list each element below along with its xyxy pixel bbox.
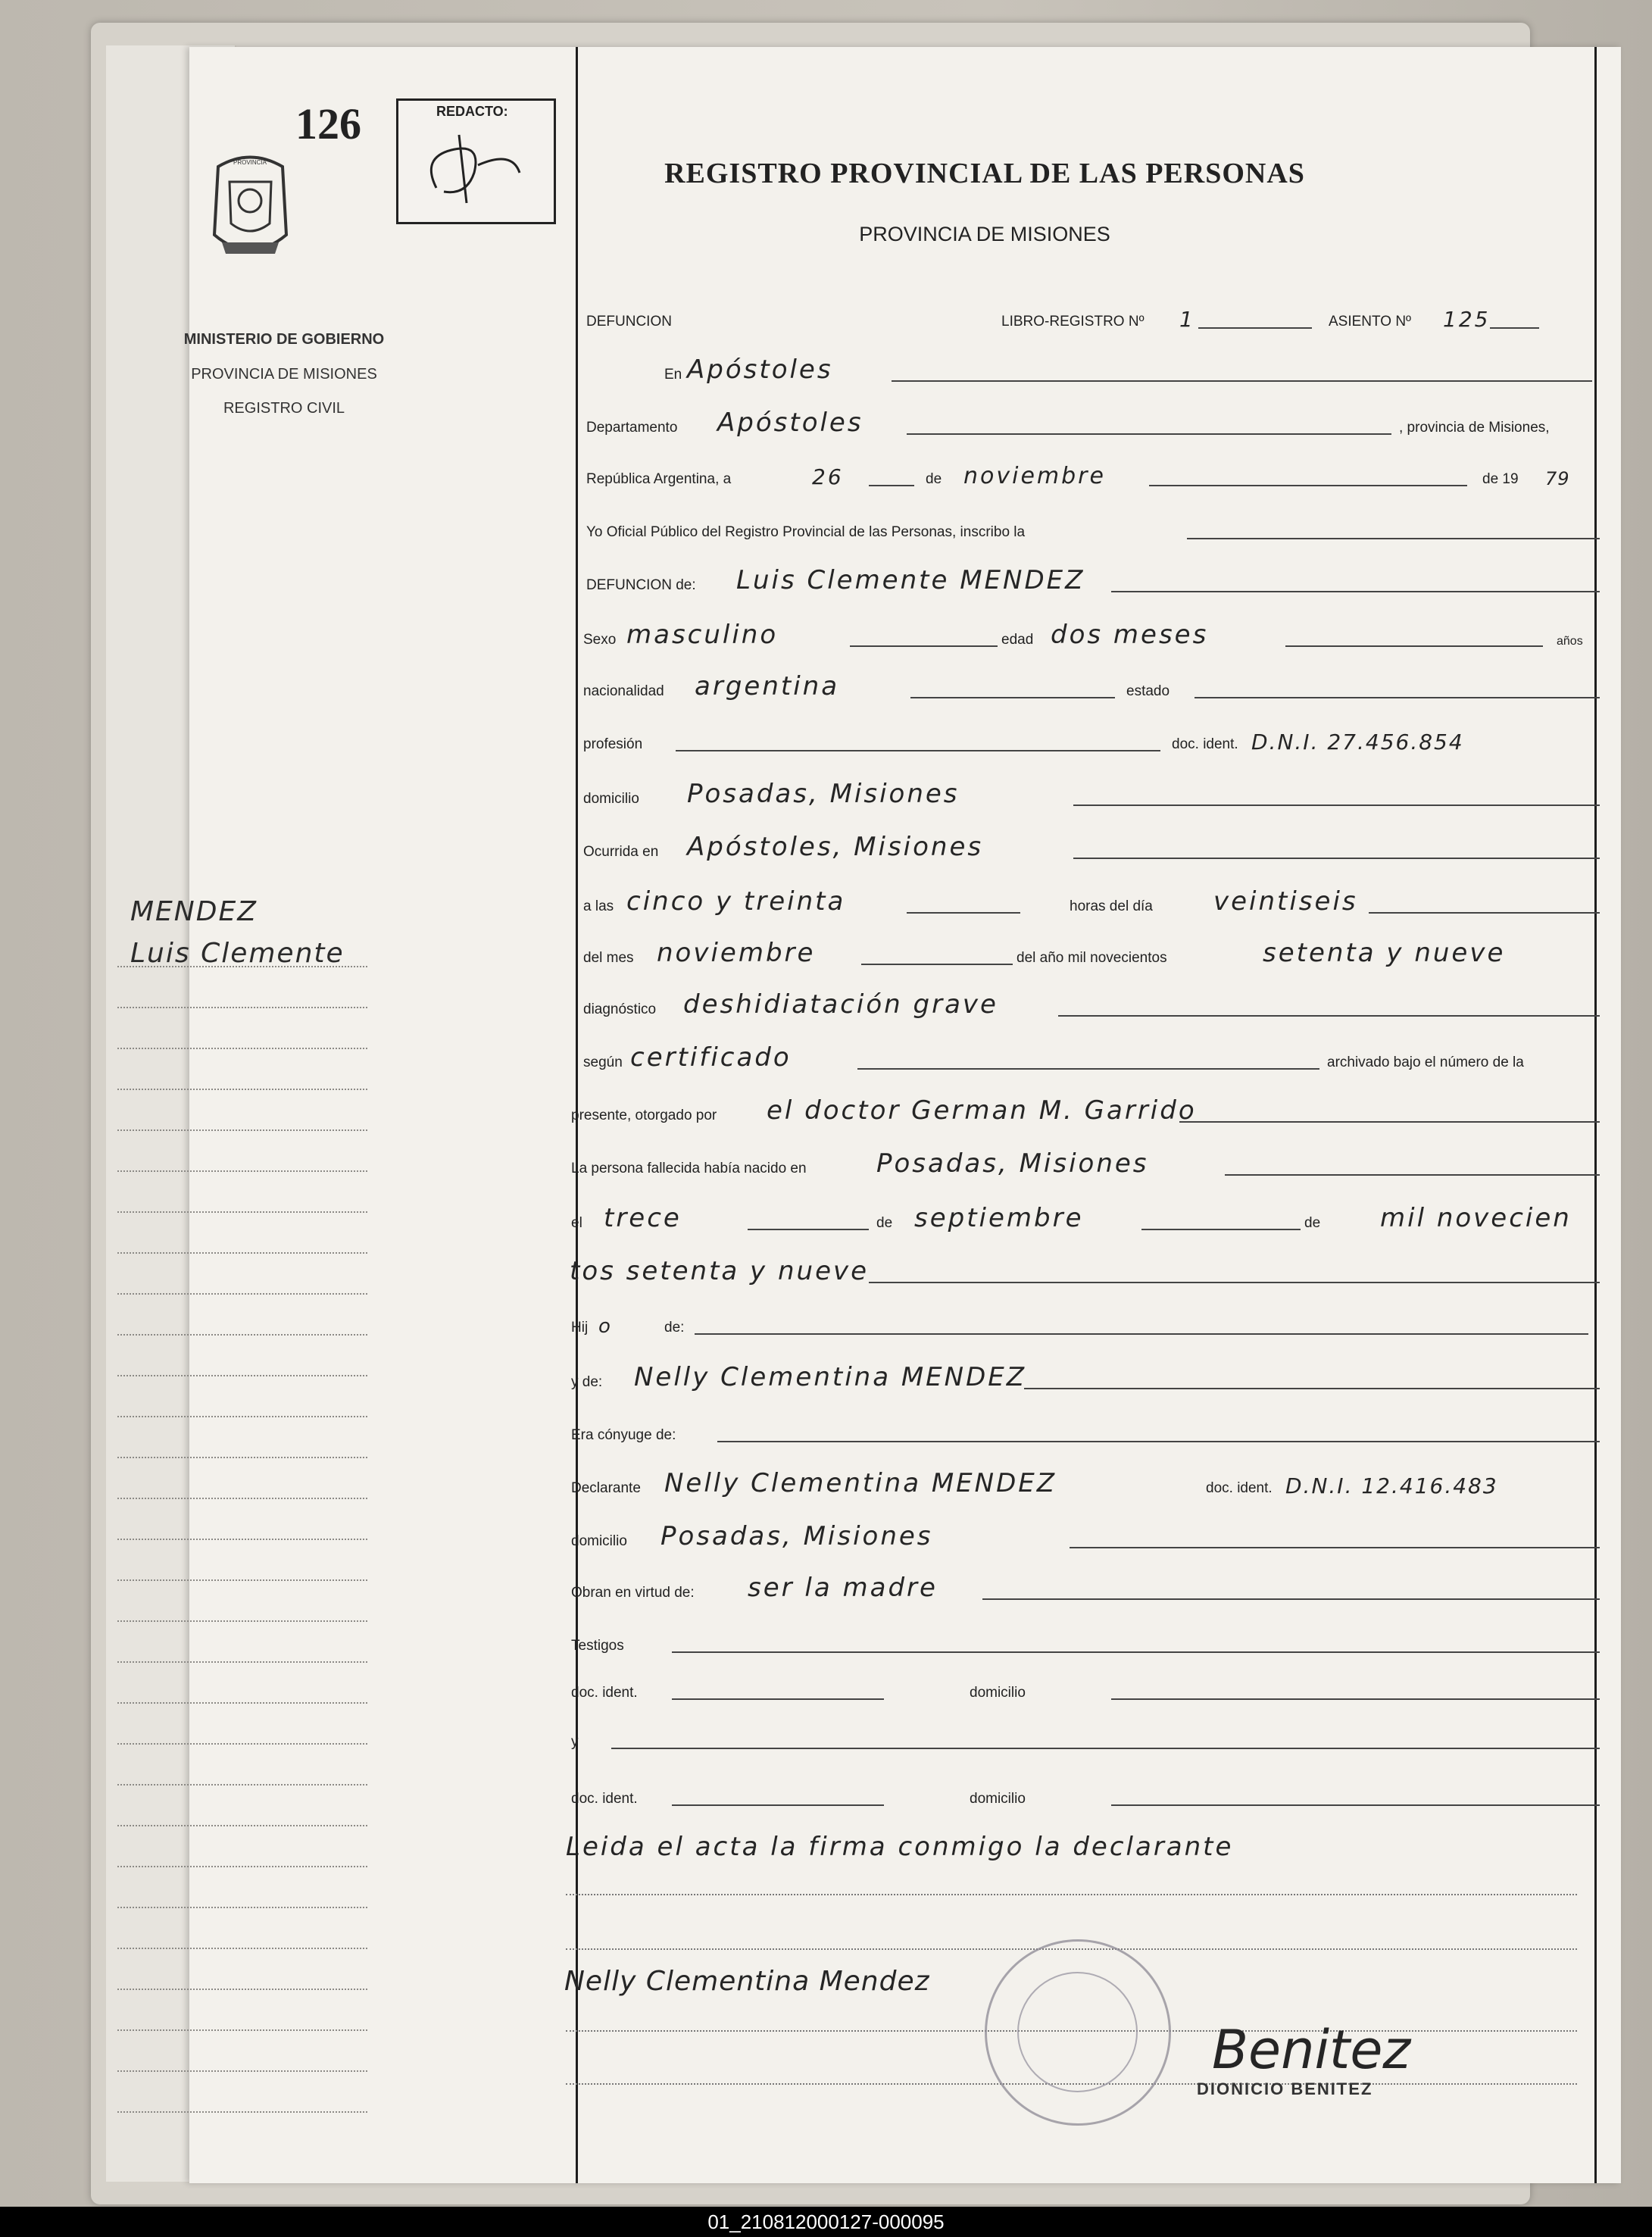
day-value: 26	[812, 464, 844, 489]
row-fecha-nacimiento	[384, 1204, 1596, 1235]
registry-label: REGISTRO CIVIL	[223, 400, 345, 417]
en-value: Apóstoles	[687, 355, 833, 385]
margin-line	[117, 1457, 367, 1458]
diagnostico-value: deshidiatación grave	[683, 989, 998, 1020]
margin-line	[117, 1170, 367, 1172]
row-en	[384, 356, 1596, 386]
official-signature: Benitez	[1212, 2019, 1411, 2081]
row-continuacion	[384, 1258, 1596, 1288]
margin-line	[117, 1498, 367, 1499]
margin-line	[117, 1089, 367, 1090]
row-mes	[384, 939, 1596, 970]
testigos-label: Testigos	[571, 1638, 624, 1654]
horas-label: horas del día	[1070, 898, 1153, 914]
margin-line	[117, 1989, 367, 1990]
act-type-label: DEFUNCION	[586, 314, 672, 330]
nacido-value: Posadas, Misiones	[876, 1148, 1149, 1179]
margin-line	[117, 1539, 367, 1540]
segun-value: certificado	[630, 1042, 792, 1073]
row-leida	[384, 1833, 1596, 1864]
domicilio2-value: Posadas, Misiones	[660, 1521, 933, 1551]
margin-line	[117, 2070, 367, 2072]
row-presente	[384, 1097, 1596, 1127]
republica-label: República Argentina, a	[586, 471, 732, 487]
ocurrida-value: Apóstoles, Misiones	[687, 832, 984, 862]
margin-line	[117, 1048, 367, 1049]
conyuge-label: Era cónyuge de:	[571, 1427, 676, 1443]
redacto-label: REDACTO:	[436, 104, 508, 119]
margin-line	[117, 1293, 367, 1295]
nacionalidad-value: argentina	[695, 671, 840, 701]
declarante-doc-label: doc. ident.	[1206, 1480, 1273, 1496]
document-title: REGISTRO PROVINCIAL DE LAS PERSONAS	[664, 158, 1305, 189]
margin-line	[117, 1007, 367, 1008]
asiento-label: ASIENTO Nº	[1329, 314, 1411, 330]
margin-line	[117, 1661, 367, 1663]
departamento-label: Departamento	[586, 420, 678, 436]
margin-line	[117, 1866, 367, 1867]
domicilio-value: Posadas, Misiones	[687, 779, 960, 809]
alas-value: cinco y treinta	[626, 886, 846, 917]
de2-value: septiembre	[914, 1203, 1084, 1233]
hijo-de-label: de:	[664, 1320, 685, 1336]
provincia-label: , provincia de Misiones,	[1399, 420, 1550, 436]
year-value: 79	[1545, 468, 1570, 489]
y-de-label: y de:	[571, 1374, 603, 1390]
libro-value: 1	[1179, 307, 1195, 332]
dom3-label: domicilio	[970, 1685, 1026, 1701]
declarante-signature: Nelly Clementina Mendez	[564, 1966, 930, 1997]
obran-value: ser la madre	[748, 1573, 938, 1603]
row-obran	[384, 1574, 1596, 1604]
estado-label: estado	[1126, 683, 1170, 699]
de3-value: mil novecien	[1380, 1203, 1572, 1233]
doc-label: doc. ident.	[1172, 736, 1238, 752]
obran-label: Obran en virtud de:	[571, 1585, 695, 1601]
domicilio2-label: domicilio	[571, 1533, 627, 1549]
segun-label: según	[583, 1054, 623, 1070]
margin-line	[117, 1211, 367, 1213]
row-domicilio-declarante	[384, 1523, 1596, 1553]
image-caption: 01_210812000127-000095	[707, 2210, 945, 2233]
alas-label: a las	[583, 898, 614, 914]
margin-line	[117, 1784, 367, 1786]
row-departamento	[384, 409, 1596, 439]
margin-line	[117, 2029, 367, 2031]
margin-line	[117, 1416, 367, 1417]
presente-label: presente, otorgado por	[571, 1108, 717, 1123]
row-conyuge	[384, 1417, 1596, 1447]
en-label: En	[664, 367, 682, 383]
row-testigos	[384, 1627, 1596, 1657]
presente-value: el doctor German M. Garrido	[767, 1095, 1197, 1126]
edad-value: dos meses	[1051, 620, 1209, 650]
row-nacido	[384, 1150, 1596, 1180]
departamento-value: Apóstoles	[717, 408, 863, 438]
nacido-label: La persona fallecida había nacido en	[571, 1161, 807, 1176]
row-y	[384, 1723, 1596, 1754]
row-diagnostico	[384, 991, 1596, 1021]
row-domicilio	[384, 780, 1596, 811]
anio-label: del año mil novecientos	[1016, 950, 1167, 966]
mes-value: noviembre	[657, 938, 816, 968]
document-subtitle: PROVINCIA DE MISIONES	[859, 223, 1110, 245]
el-label: el	[571, 1215, 582, 1231]
margin-line	[117, 1579, 367, 1581]
doc-value: D.N.I. 27.456.854	[1251, 730, 1464, 755]
row-nacionalidad	[384, 673, 1596, 703]
row-libro	[384, 303, 1596, 333]
anio-value: setenta y nueve	[1263, 938, 1506, 968]
diagnostico-label: diagnóstico	[583, 1001, 657, 1017]
margin-given-name: Luis Clemente	[130, 938, 345, 969]
row-fecha	[384, 461, 1596, 491]
row-hora	[384, 888, 1596, 918]
margin-line	[117, 1948, 367, 1949]
archivado-label: archivado bajo el número de la	[1327, 1054, 1524, 1070]
profesion-label: profesión	[583, 736, 643, 752]
margin-line	[117, 1129, 367, 1131]
margin-line	[117, 1825, 367, 1826]
province-label: PROVINCIA DE MISIONES	[191, 366, 377, 383]
de2-label: de	[876, 1215, 893, 1231]
row-defuncion-de	[384, 567, 1596, 597]
mes-label: del mes	[583, 950, 634, 966]
leida-value: Leida el acta la firma conmigo la declarante	[566, 1832, 1234, 1862]
margin-line	[117, 1907, 367, 1908]
row-doc-testigo-2	[384, 1780, 1596, 1811]
hijo-label: Hij	[571, 1320, 589, 1336]
edad-label: edad	[1001, 632, 1034, 648]
margin-line	[117, 1375, 367, 1376]
nacionalidad-label: nacionalidad	[583, 683, 664, 699]
margin-line	[117, 1702, 367, 1704]
defuncion-de-value: Luis Clemente MENDEZ	[736, 565, 1085, 595]
ministry-label: MINISTERIO DE GOBIERNO	[183, 331, 385, 348]
row-hijo	[384, 1309, 1596, 1339]
hijo-letter: o	[598, 1315, 613, 1338]
svg-text:PROVINCIA: PROVINCIA	[233, 159, 267, 166]
el-value: trece	[604, 1203, 682, 1233]
defuncion-de-label: DEFUNCION de:	[586, 577, 696, 593]
doc2-label: doc. ident.	[571, 1685, 638, 1701]
row-oficial	[384, 514, 1596, 544]
registry-seal-icon	[985, 1939, 1171, 2126]
margin-line	[117, 1334, 367, 1336]
sexo-value: masculino	[626, 620, 779, 650]
dom4-label: domicilio	[970, 1791, 1026, 1807]
margin-line	[117, 966, 367, 967]
row-profesion	[384, 726, 1596, 756]
margin-line	[117, 1743, 367, 1745]
de-year-label: de 19	[1482, 471, 1519, 487]
row-doc-testigo-1	[384, 1674, 1596, 1704]
row-ocurrida	[384, 833, 1596, 864]
sexo-label: Sexo	[583, 632, 617, 648]
coat-of-arms-icon	[203, 152, 298, 265]
row-declarante	[384, 1470, 1596, 1500]
margin-surname: MENDEZ	[130, 896, 258, 927]
oficial-text: Yo Oficial Público del Registro Provincial de las Personas, inscribo la	[586, 524, 1026, 540]
dia-value: veintiseis	[1213, 886, 1358, 917]
de3-label: de	[1304, 1215, 1321, 1231]
continuation-value: tos setenta y nueve	[570, 1256, 870, 1286]
y-de-value: Nelly Clementina MENDEZ	[634, 1362, 1027, 1392]
month-value: noviembre	[963, 463, 1106, 489]
declarante-doc-value: D.N.I. 12.416.483	[1285, 1473, 1498, 1498]
margin-line	[117, 2111, 367, 2113]
de-label: de	[926, 471, 942, 487]
asiento-value: 125	[1443, 307, 1491, 332]
row-segun	[384, 1044, 1596, 1074]
row-y-de	[384, 1364, 1596, 1394]
page-number: 126	[295, 99, 361, 148]
margin-line	[117, 1252, 367, 1254]
y-label: y	[571, 1734, 579, 1750]
anos-label: años	[1557, 635, 1583, 648]
row-sexo	[384, 621, 1596, 651]
declarante-value: Nelly Clementina MENDEZ	[664, 1468, 1057, 1498]
official-name: DIONICIO BENITEZ	[1197, 2079, 1373, 2098]
libro-label: LIBRO-REGISTRO Nº	[1001, 314, 1145, 330]
ocurrida-label: Ocurrida en	[583, 844, 659, 860]
declarante-label: Declarante	[571, 1480, 641, 1496]
margin-line	[117, 1620, 367, 1622]
domicilio-label: domicilio	[583, 791, 639, 807]
doc3-label: doc. ident.	[571, 1791, 638, 1807]
